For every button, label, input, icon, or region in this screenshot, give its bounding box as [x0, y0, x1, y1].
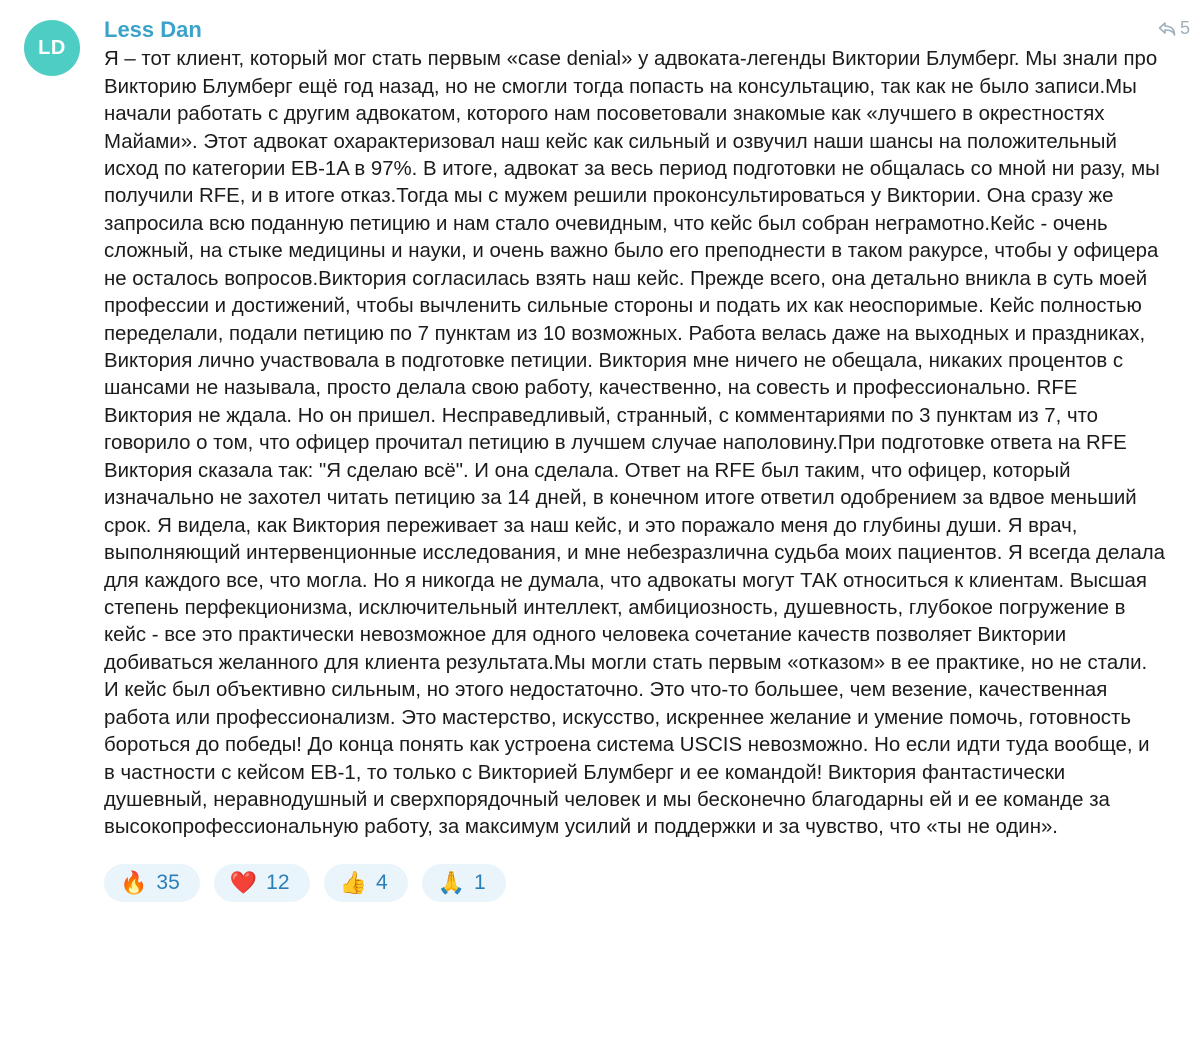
reply-arrow-icon	[1158, 21, 1176, 37]
reaction-chip[interactable]	[422, 864, 506, 902]
reaction-chip[interactable]	[214, 864, 310, 902]
reaction-chip[interactable]	[104, 864, 200, 902]
avatar[interactable]: LD	[24, 20, 80, 76]
reaction-chip[interactable]	[324, 864, 408, 902]
message-text: Я – тот клиент, который мог стать первым «case denial» у адвоката-легенды Виктории Блумберг. Мы знали про Викторию Блумберг ещё год назад, но не смогли тогда попасть на консультацию, так как не было записи.Мы начали работать с другим адвокатом, которого нам посоветовали знакомые как «лучшего в окрестностях Майами». Этот адвокат охарактеризовал наш кейс как сильный и озвучил наши шансы на положительный исход по категории EB-1A в 97%. В итоге, адвокат за весь период подготовки не общалась со мной ни разу, мы получили RFE, и в итоге отказ.Тогда мы с мужем решили проконсультироваться у Виктории. Она сразу же запросила всю поданную петицию и нам стало очевидным, что кейс был собран неграмотно.Кейс - очень сложный, на стыке медицины и науки, и очень важно было его преподнести в таком ракурсе, чтобы у офицера не осталось вопросов.Виктория согласилась взять наш кейс. Прежде всего, она детально вникла в суть моей профессии и достижений, чтобы вычленить сильные стороны и подать их как неоспоримые. Кейс полностью переделали, подали петицию по 7 пунктам из 10 возможных. Работа велась даже на выходных и праздниках, Виктория лично участвовала в подготовке петиции. Виктория мне ничего не обещала, никаких процентов с шансами не называла, просто делала свою работу, качественно, на совесть и профессионально. RFE Виктория не ждала. Но он пришел. Несправедливый, странный, с комментариями по 3 пунктам из 7, что говорило о том, что офицер прочитал петицию в лучшем случае наполовину.При подготовке ответа на RFE Виктория сказала так: "Я сделаю всё". И она сделала. Ответ на RFE был таким, что офицер, который изначально не захотел читать петицию за 14 дней, в конечном итоге ответил одобрением за вдвое меньший срок. Я видела, как Виктория переживает за наш кейс, и это поражало меня до глубины души. Я врач, выполняющий интервенционные исследования, и мне небезразлична судьба моих пациентов. Я всегда делала для каждого все, что могла. Но я никогда не думала, что адвокаты могут ТАК относиться к клиентам. Высшая степень перфекционизма, исключительный интеллект, амбициозность, душевность, глубокое погружение в кейс - все это практически невозможное для одного человека сочетание качеств позволяет Виктории добиваться желанного для клиента результата.Мы могли стать первым «отказом» в ее практике, но не стали. И кейс был объективно сильным, но этого недостаточно. Это что-то большее, чем везение, качественная работа или профессионализм. Это мастерство, искусство, искреннее желание и умение помочь, готовность бороться до победы! До конца понять как устроена система USCIS невозможно. Но если идти туда вообще, и в частности с кейсом EB-1, то только с Викторией Блумберг и ее командой! Виктория фантастически душевный, неравнодушный и сверхпорядочный человек и мы бесконечно благодарны ей и ее команде за высокопрофессиональную работу, за максимум усилий и поддержки и за чувство, что «ты не один».	[104, 48, 1171, 839]
message-body	[80, 18, 1176, 842]
reaction-count: 4	[375, 871, 388, 895]
reply-count: 5	[1179, 18, 1190, 38]
thumbs-up-emoji: 👍	[339, 869, 367, 895]
reaction-count: 35	[156, 871, 180, 895]
fire-emoji: 🔥	[120, 869, 148, 895]
reaction-count: 12	[266, 871, 290, 895]
message-row	[24, 18, 1176, 842]
reactions-bar	[104, 864, 1176, 902]
message-author[interactable]: Less Dan	[104, 17, 202, 42]
folded-hands-emoji: 🙏	[437, 869, 466, 895]
reply-indicator[interactable]	[1158, 18, 1190, 39]
reaction-count: 1	[474, 871, 486, 895]
heart-emoji: ❤️	[229, 869, 258, 895]
